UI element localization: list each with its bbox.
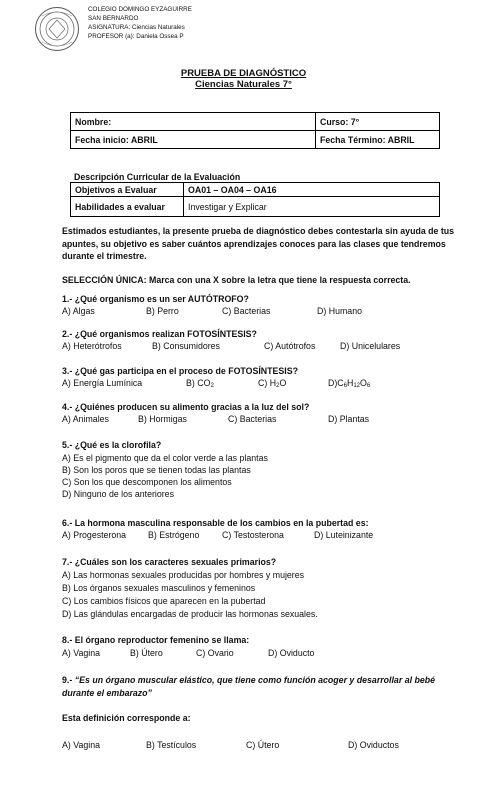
end-date-field: Fecha Término: ABRIL <box>316 131 440 149</box>
q5-option-a[interactable]: A) Es el pigmento que da el color verde a las plantas <box>62 453 268 463</box>
curricular-table <box>70 182 440 217</box>
q1-option-a[interactable]: A) Algas <box>62 306 95 316</box>
start-date-field: Fecha inicio: ABRIL <box>71 131 316 149</box>
q3-option-d[interactable]: $D)C_6H_{12}O_6$ <box>328 378 371 389</box>
objectives-label: Objetivos a Evaluar <box>71 183 184 197</box>
question-1-options <box>62 306 362 316</box>
school-campus: SAN BERNARDO <box>88 15 139 22</box>
question-8-options <box>62 648 314 658</box>
q3-option-a[interactable]: A) Energía Lumínica <box>62 378 143 388</box>
q4-option-b[interactable]: B) Hormigas <box>138 414 187 424</box>
question-6: 6.- La hormona masculina responsable de los cambios en la pubertad es: <box>62 518 369 528</box>
question-7: 7.- ¿Cuáles son los caracteres sexuales primarios? <box>62 557 277 567</box>
q4-option-c[interactable]: C) Bacterias <box>228 414 277 424</box>
subject-line: ASIGNATURA: Ciencias Naturales <box>88 24 185 31</box>
test-title: PRUEBA DE DIAGNÓSTICO <box>180 68 307 79</box>
q4-option-a[interactable]: A) Animales <box>62 414 109 424</box>
q2-option-b[interactable]: B) Consumidores <box>152 341 220 351</box>
skills-value: Investigar y Explicar <box>184 197 440 217</box>
q1-option-b[interactable]: B) Perro <box>146 306 179 316</box>
q7-option-b[interactable]: B) Los órganos sexuales masculinos y femeninos <box>62 583 256 593</box>
q8-option-d[interactable]: D) Oviducto <box>268 648 315 658</box>
q7-option-d[interactable]: D) Las glándulas encargadas de producir las hormonas sexuales. <box>62 609 318 619</box>
q5-option-c[interactable]: C) Son los que descomponen los alimentos <box>62 477 232 487</box>
q3-option-b[interactable]: B) $CO_2$ <box>186 378 214 389</box>
q9-option-a[interactable]: A) Vagina <box>62 740 100 750</box>
question-9-options <box>62 740 399 750</box>
q3-option-c[interactable]: C) $H_2O$ <box>258 378 287 389</box>
q9-number: 9.- <box>62 675 75 685</box>
instructions-text: : Marca con una X sobre la letra que tiene la respuesta correcta. <box>143 275 411 285</box>
question-3-options <box>62 378 370 388</box>
question-2-options <box>62 341 400 351</box>
teacher-line: PROFESOR (a): Daniela Ossea P <box>88 33 184 40</box>
q9-prompt: Esta definición corresponde a: <box>62 713 191 723</box>
question-5: 5.- ¿Qué es la clorofila? <box>62 440 162 450</box>
q2-option-a[interactable]: A) Heterótrofos <box>62 341 122 351</box>
q9-definition: “Es un órgano muscular elástico, que tiene como función acoger y desarrollar al bebé durante el embarazo” <box>62 675 436 698</box>
intro-text: Estimados estudiantes, la presente prueba de diagnóstico debes contestarla sin ayuda de tus apuntes, su objetivo es saber cuántos aprendizajes conoces para las clases que tendremos durante el trimestre. <box>62 226 455 261</box>
question-8: 8.- El órgano reproductor femenino se llama: <box>62 635 250 645</box>
test-subtitle: Ciencias Naturales 7° <box>195 79 292 90</box>
q6-option-a[interactable]: A) Progesterona <box>62 530 127 540</box>
student-info-table <box>70 112 440 149</box>
q8-option-c[interactable]: C) Ovario <box>196 648 234 658</box>
q9-option-c[interactable]: C) Útero <box>246 740 280 750</box>
q6-option-b[interactable]: B) Estrógeno <box>148 530 200 540</box>
school-name: COLEGIO DOMINGO EYZAGUIRRE <box>88 6 192 13</box>
q1-option-d[interactable]: D) Humano <box>317 306 362 316</box>
q6-option-c[interactable]: C) Testosterona <box>222 530 284 540</box>
question-3: 3.- ¿Qué gas participa en el proceso de FOTOSÍNTESIS? <box>62 366 298 376</box>
instructions-label: SELECCIÓN ÚNICA <box>62 275 144 285</box>
name-field[interactable]: Nombre: <box>71 113 316 131</box>
question-4-options <box>62 414 369 424</box>
instructions <box>62 275 411 285</box>
q7-option-a[interactable]: A) Las hormonas sexuales producidas por hombres y mujeres <box>62 570 305 580</box>
grade-field: Curso: 7° <box>316 113 440 131</box>
q9-option-d[interactable]: D) Oviductos <box>348 740 399 750</box>
q8-option-a[interactable]: A) Vagina <box>62 648 100 658</box>
q6-option-d[interactable]: D) Luteinizante <box>314 530 374 540</box>
objectives-value: OA01 – OA04 – OA16 <box>184 183 440 197</box>
question-4: 4.- ¿Quiénes producen su alimento gracias a la luz del sol? <box>62 402 310 412</box>
question-6-options <box>62 530 373 540</box>
q5-option-b[interactable]: B) Son los poros que se tienen todas las plantas <box>62 465 251 475</box>
q2-option-c[interactable]: C) Autótrofos <box>264 341 316 351</box>
curricular-heading: Descripción Curricular de la Evaluación <box>74 172 241 182</box>
q2-option-d[interactable]: D) Unicelulares <box>340 341 401 351</box>
skills-label: Habilidades a evaluar <box>71 197 184 217</box>
q8-option-b[interactable]: B) Útero <box>130 648 163 658</box>
school-seal-icon <box>34 6 80 52</box>
q4-option-d[interactable]: D) Plantas <box>328 414 370 424</box>
question-9 <box>62 674 452 699</box>
q7-option-c[interactable]: C) Los cambios físicos que aparecen en la pubertad <box>62 596 266 606</box>
q5-option-d[interactable]: D) Ninguno de los anteriores <box>62 489 174 499</box>
question-2: 2.- ¿Qué organismos realizan FOTOSÍNTESIS? <box>62 329 257 339</box>
q1-option-c[interactable]: C) Bacterias <box>222 306 271 316</box>
question-1: 1.- ¿Qué organismo es un ser AUTÓTROFO? <box>62 294 249 304</box>
q9-option-b[interactable]: B) Testículos <box>146 740 197 750</box>
